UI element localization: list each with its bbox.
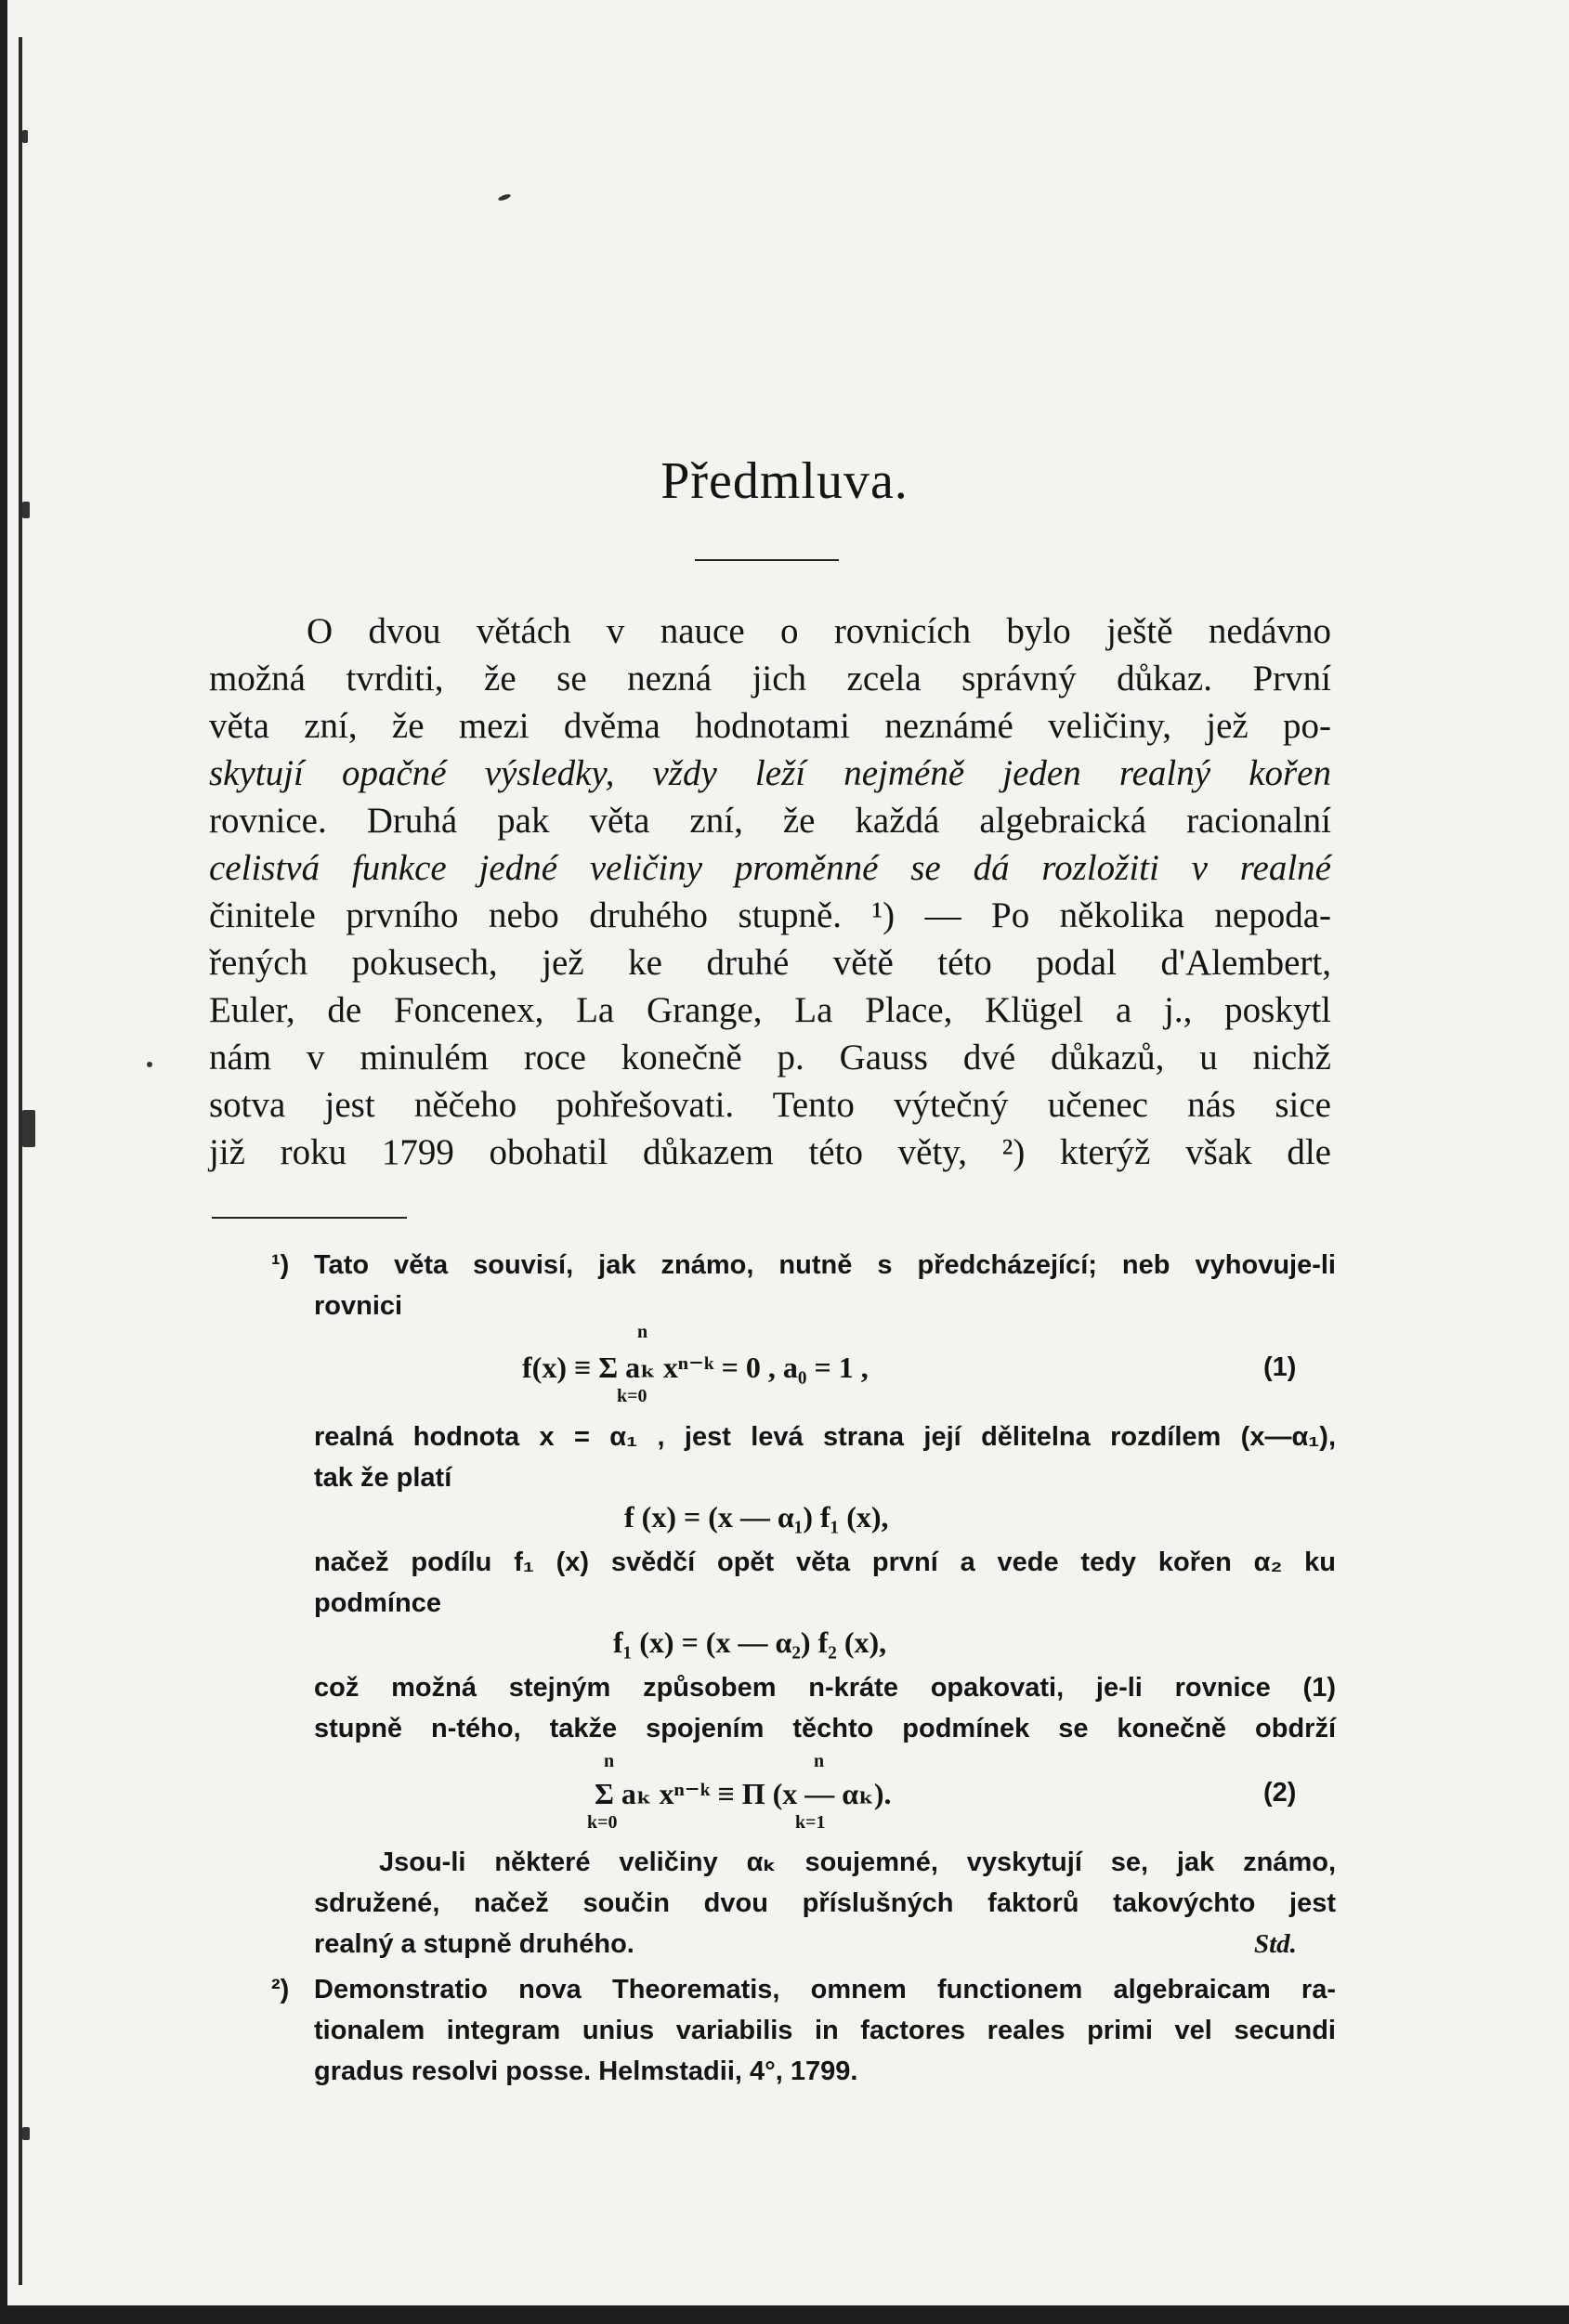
footnote-line: gradus resolvi posse. Helmstadii, 4°, 1799. bbox=[314, 2056, 858, 2086]
equation-limit: k=0 bbox=[617, 1386, 647, 1406]
body-line: věta zní, že mezi dvěma hodnotami neznámé veličiny, jež po- bbox=[209, 706, 1331, 746]
footnote-line: Jsou-li některé veličiny αₖ soujemné, vyskytují se, jak známo, bbox=[379, 1847, 1336, 1877]
binding-edge bbox=[19, 37, 22, 2285]
footnote-mark: ²) bbox=[271, 1975, 290, 2004]
body-line: nám v minulém roce konečně p. Gauss dvé důkazů, u nichž bbox=[209, 1038, 1331, 1077]
equation-number: (1) bbox=[1263, 1352, 1297, 1382]
equation-limit: n bbox=[604, 1751, 615, 1771]
title-rule bbox=[695, 559, 839, 561]
equation: f₁ (x) = (x — α₂) f₂ (x), bbox=[613, 1625, 887, 1659]
equation-number: (2) bbox=[1263, 1778, 1297, 1808]
footnote-signature: Std. bbox=[1254, 1929, 1297, 1959]
body-line: řených pokusech, jež ke druhé větě této podal d'Alembert, bbox=[209, 943, 1331, 983]
equation-limit: n bbox=[637, 1322, 648, 1342]
ink-speck bbox=[22, 130, 28, 143]
page-title: Předmluva. bbox=[660, 452, 909, 510]
footnote-line: rovnici bbox=[314, 1291, 403, 1321]
body-line: činitele prvního nebo druhého stupně. ¹) — Po několika nepoda- bbox=[209, 895, 1331, 935]
ink-speck bbox=[22, 1110, 35, 1147]
equation-1: f(x) ≡ Σ aₖ xⁿ⁻ᵏ = 0 , a₀ = 1 , bbox=[522, 1351, 869, 1384]
footnote-line: Demonstratio nova Theorematis, omnem functionem algebraicam ra- bbox=[314, 1975, 1336, 2004]
body-line: sotva jest něčeho pohřešovati. Tento výtečný učenec nás sice bbox=[209, 1085, 1331, 1125]
footnote-line: tionalem integram unius variabilis in factores reales primi vel secundi bbox=[314, 2016, 1336, 2045]
footnote-line: realný a stupně druhého. bbox=[314, 1929, 634, 1959]
footnote-line: což možná stejným způsobem n-kráte opakovati, je-li rovnice (1) bbox=[314, 1673, 1336, 1703]
footnote-line: podmínce bbox=[314, 1588, 441, 1618]
body-line: již roku 1799 obohatil důkazem této věty, ²) kterýž však dle bbox=[209, 1132, 1331, 1172]
footnote-line: realná hodnota x = α₁ , jest levá strana její dělitelna rozdílem (x—α₁), bbox=[314, 1422, 1336, 1452]
equation: f (x) = (x — α₁) f₁ (x), bbox=[624, 1500, 889, 1534]
equation-2: Σ aₖ xⁿ⁻ᵏ ≡ Π (x — αₖ). bbox=[595, 1777, 892, 1810]
body-line: O dvou větách v nauce o rovnicích bylo ještě nedávno bbox=[307, 611, 1331, 651]
footnote-line: stupně n-tého, takže spojením těchto podmínek se konečně obdrží bbox=[314, 1714, 1336, 1743]
equation-limit: k=0 bbox=[587, 1812, 618, 1833]
body-line: rovnice. Druhá pak věta zní, že každá algebraická racionalní bbox=[209, 801, 1331, 841]
footnote-line: Tato věta souvisí, jak známo, nutně s předcházející; neb vyhovuje-li bbox=[314, 1250, 1336, 1280]
ink-speck bbox=[498, 193, 512, 202]
equation-limit: k=1 bbox=[795, 1812, 826, 1833]
footnote-line: tak že platí bbox=[314, 1463, 452, 1493]
body-line: celistvá funkce jedné veličiny proměnné se dá rozložiti v realné bbox=[209, 848, 1331, 888]
body-line: skytují opačné výsledky, vždy leží nejméně jeden realný kořen bbox=[209, 753, 1331, 793]
footnote-line: načež podílu f₁ (x) svědčí opět věta první a vede tedy kořen α₂ ku bbox=[314, 1547, 1336, 1577]
equation-limit: n bbox=[814, 1751, 825, 1771]
ink-speck bbox=[147, 1062, 152, 1067]
body-line: Euler, de Foncenex, La Grange, La Place, Klügel a j., poskytl bbox=[209, 990, 1331, 1030]
ink-speck bbox=[22, 2127, 30, 2140]
footnote-separator bbox=[212, 1217, 407, 1219]
body-line: možná tvrditi, že se nezná jich zcela správný důkaz. První bbox=[209, 659, 1331, 699]
footnote-line: sdružené, načež součin dvou příslušných faktorů takovýchto jest bbox=[314, 1888, 1336, 1918]
footnote-mark: ¹) bbox=[271, 1250, 290, 1280]
